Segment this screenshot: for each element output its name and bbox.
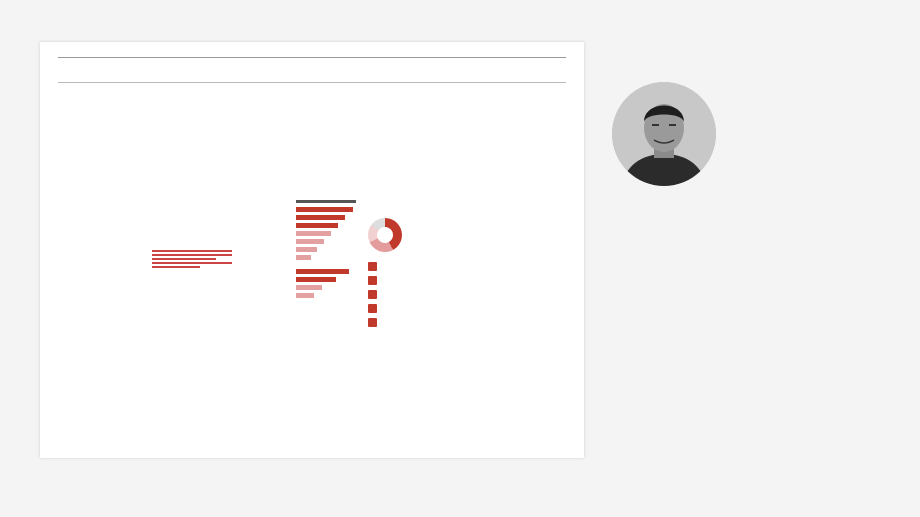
avatar (612, 82, 716, 186)
quote-column-right (440, 166, 566, 378)
quote-sidebar-right (512, 166, 566, 378)
infographic-title-bar (296, 200, 356, 203)
quote-column-left (58, 166, 142, 378)
newspaper-spread (40, 42, 584, 458)
article-column-4 (440, 166, 506, 378)
infographic (296, 200, 430, 378)
infographic-bars (296, 207, 356, 298)
infographic-icons (368, 262, 388, 332)
quote-cards-top (58, 88, 566, 160)
feature-dek (152, 250, 232, 270)
infographic-donut (368, 218, 402, 252)
folio-rule (58, 57, 566, 58)
quote-cards-bottom (58, 382, 566, 452)
headline-rule (58, 82, 566, 83)
